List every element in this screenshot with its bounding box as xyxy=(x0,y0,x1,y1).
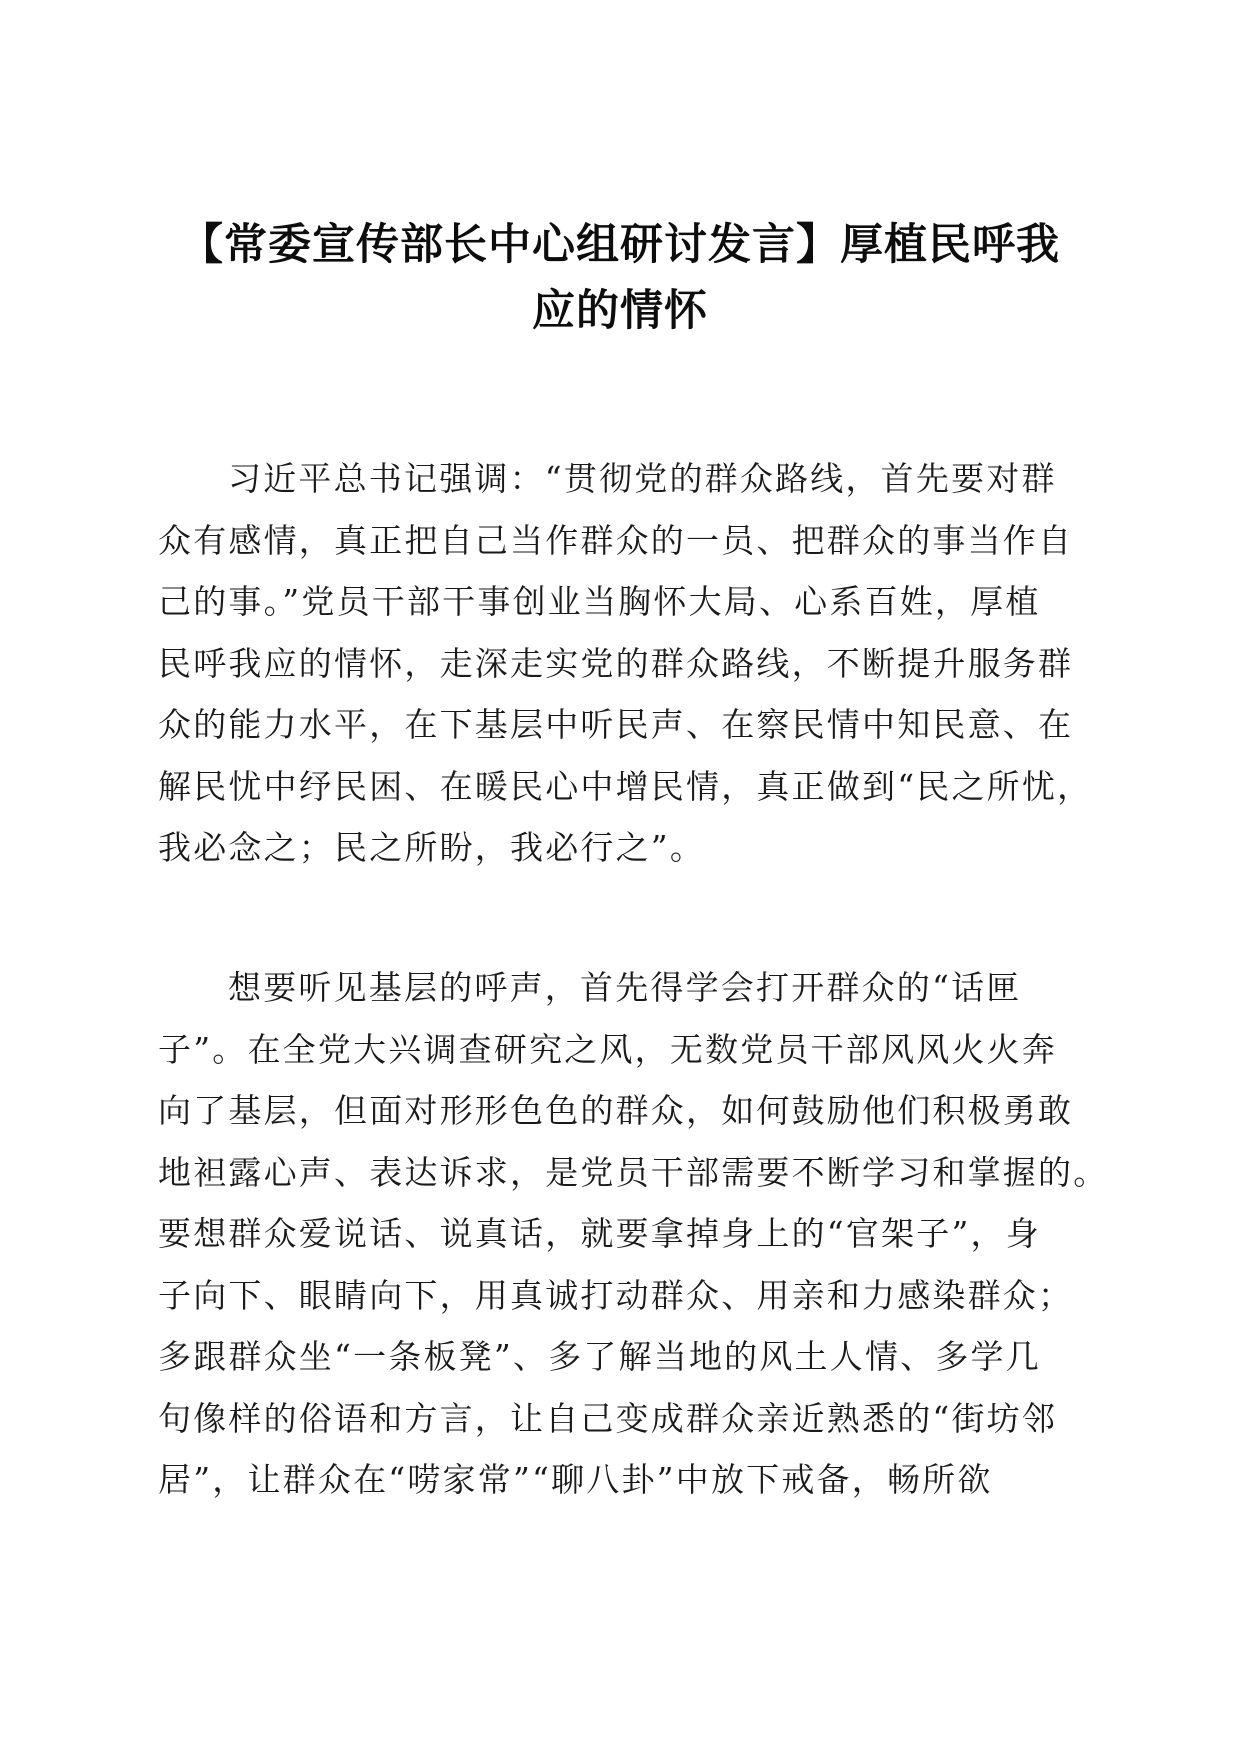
paragraph-line: 众有感情，真正把自己当作群众的一员、把群众的事当作自 xyxy=(158,520,1074,560)
paragraph-line: 要想群众爱说话、说真话，就要拿掉身上的“官架子”，身 xyxy=(158,1214,1041,1253)
paragraph-line: 子向下、眼睛向下，用真诚打动群众、用亲和力感染群众； xyxy=(158,1275,1074,1315)
paragraph-line: 民呼我应的情怀，走深走实党的群众路线，不断提升服务群 xyxy=(158,643,1074,683)
paragraph-line: 子”。在全党大兴调查研究之风，无数党员干部风风火火奔 xyxy=(158,1029,1058,1069)
paragraph-line: 多跟群众坐“一条板凳”、多了解当地的风土人情、多学几 xyxy=(158,1337,1041,1376)
paragraph-line: 地袒露心声、表达诉求，是党员干部需要不断学习和掌握的。 xyxy=(158,1152,1109,1192)
paragraph-line: 众的能力水平，在下基层中听民声、在察民情中知民意、在 xyxy=(158,705,1074,744)
paragraph-line: 想要听见基层的呼声，首先得学会打开群众的“话匣 xyxy=(228,968,1022,1007)
paragraph-line: 己的事。”党员干部干事创业当胸怀大局、心系百姓，厚植 xyxy=(158,582,1041,621)
paragraph-2 xyxy=(158,957,1109,1511)
paragraph-line: 解民忧中纾民困、在暖民心中增民情，真正做到“民之所忧， xyxy=(158,766,1093,806)
document-title xyxy=(150,212,1090,344)
paragraph-line: 句像样的俗语和方言，让自己变成群众亲近熟悉的“街坊邻 xyxy=(158,1398,1058,1438)
title-line-1: 【常委宣传部长中心组研讨发言】厚植民呼我 xyxy=(180,220,1060,270)
paragraph-1 xyxy=(158,448,1093,879)
paragraph-line: 向了基层，但面对形形色色的群众，如何鼓励他们积极勇敢 xyxy=(158,1091,1074,1130)
paragraph-line: 居”，让群众在“唠家常”“聊八卦”中放下戒备，畅所欲 xyxy=(158,1460,993,1499)
title-line-2: 应的情怀 xyxy=(532,286,708,336)
paragraph-line: 习近平总书记强调：“贯彻党的群众路线，首先要对群 xyxy=(228,459,1057,498)
paragraph-line: 我必念之；民之所盼，我必行之”。 xyxy=(158,828,706,867)
